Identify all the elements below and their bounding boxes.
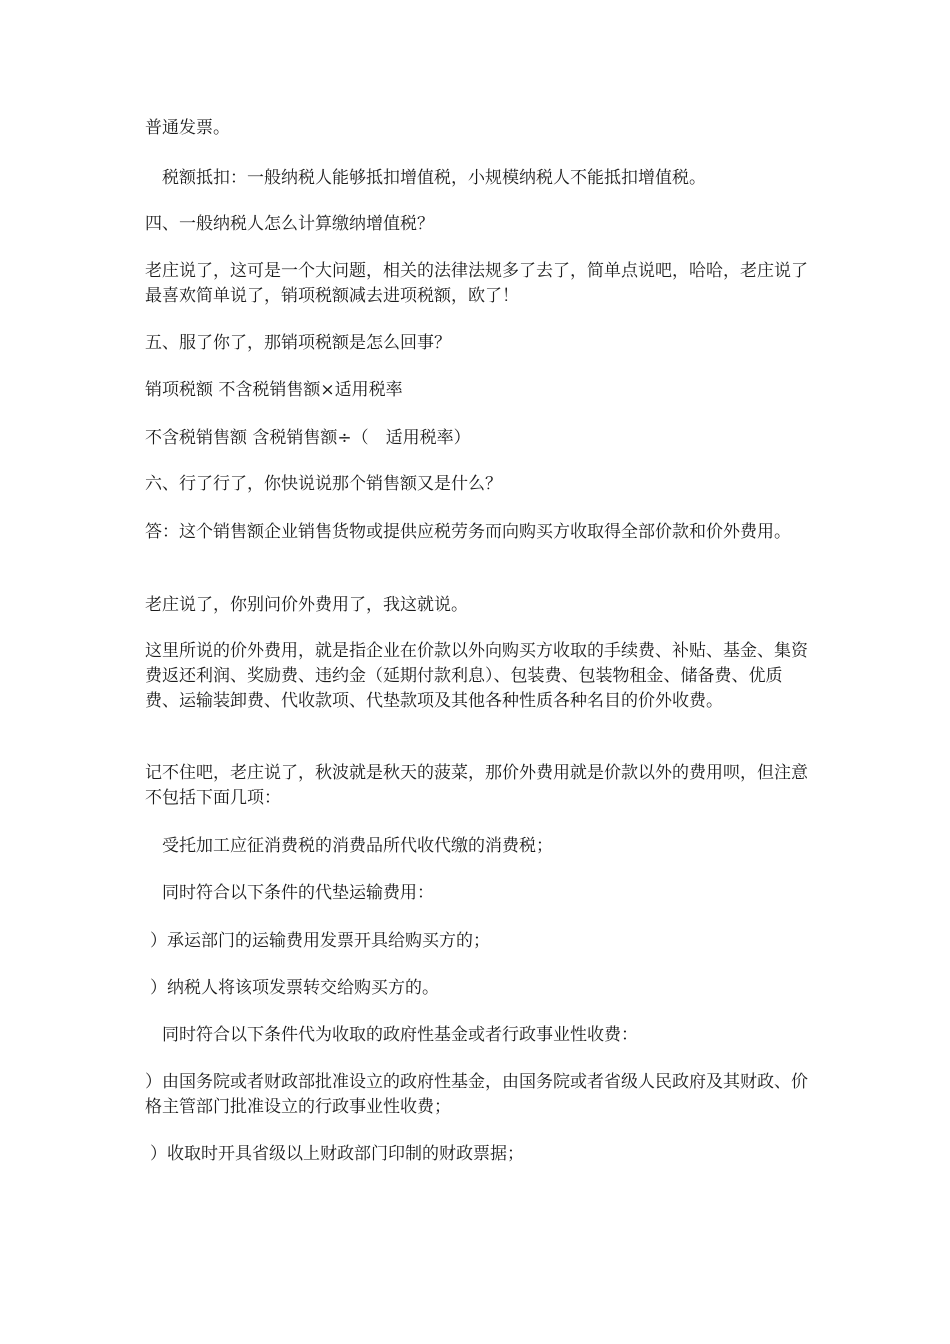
paragraph-ordinary-invoice: 普通发票。: [145, 118, 230, 138]
paragraph-answer-sales: 答：这个销售额企业销售货物或提供应税劳务而向购买方收取得全部价款和价外费用。: [145, 522, 791, 542]
formula-net-sales: 不含税销售额 含税销售额÷（ 适用税率）: [145, 428, 471, 448]
paragraph-laozhuang-extra-fees: 老庄说了，你别问价外费用了，我这就说。: [145, 595, 468, 615]
list-item-government-fees: 同时符合以下条件代为收取的政府性基金或者行政事业性收费：: [162, 1025, 638, 1045]
list-item-transport-fees: 同时符合以下条件的代垫运输费用：: [162, 883, 434, 903]
list-item-consumption-tax: 受托加工应征消费税的消费品所代收代缴的消费税；: [162, 836, 553, 856]
sub-item-carrier-invoice: ）承运部门的运输费用发票开具给购买方的；: [150, 931, 490, 951]
formula-output-tax: 销项税额 不含税销售额×适用税率: [145, 380, 403, 400]
sub-item-invoice-transfer: ）纳税人将该项发票转交给购买方的。: [150, 978, 439, 998]
heading-section-six: 六、行了行了，你快说说那个销售额又是什么？: [145, 474, 502, 494]
paragraph-exclusions-intro: 记不住吧，老庄说了，秋波就是秋天的菠菜，那价外费用就是价款以外的费用呗，但注意不包括下面几项：: [145, 763, 808, 808]
heading-section-five: 五、服了你了，那销项税额是怎么回事？: [145, 333, 451, 353]
paragraph-extra-fees-definition: 这里所说的价外费用，就是指企业在价款以外向购买方收取的手续费、补贴、基金、集资费返还利润、奖励费、违约金（延期付款利息）、包装费、包装物租金、储备费、优质费、运输装卸费、代收款项、代垫款项及其他各种性质各种名目的价外收费。: [145, 641, 808, 711]
heading-section-four: 四、一般纳税人怎么计算缴纳增值税？: [145, 214, 434, 234]
paragraph-laozhuang-calc: 老庄说了，这可是一个大问题，相关的法律法规多了去了，简单点说吧，哈哈，老庄说了最喜欢简单说了，销项税额减去进项税额，欧了！: [145, 261, 808, 306]
paragraph-tax-deduction: 税额抵扣：一般纳税人能够抵扣增值税，小规模纳税人不能抵扣增值税。: [162, 168, 706, 188]
sub-item-approved-funds: ）由国务院或者财政部批准设立的政府性基金，由国务院或者省级人民政府及其财政、价格主管部门批准设立的行政事业性收费；: [145, 1072, 808, 1117]
sub-item-fiscal-receipts: ）收取时开具省级以上财政部门印制的财政票据；: [150, 1144, 524, 1164]
